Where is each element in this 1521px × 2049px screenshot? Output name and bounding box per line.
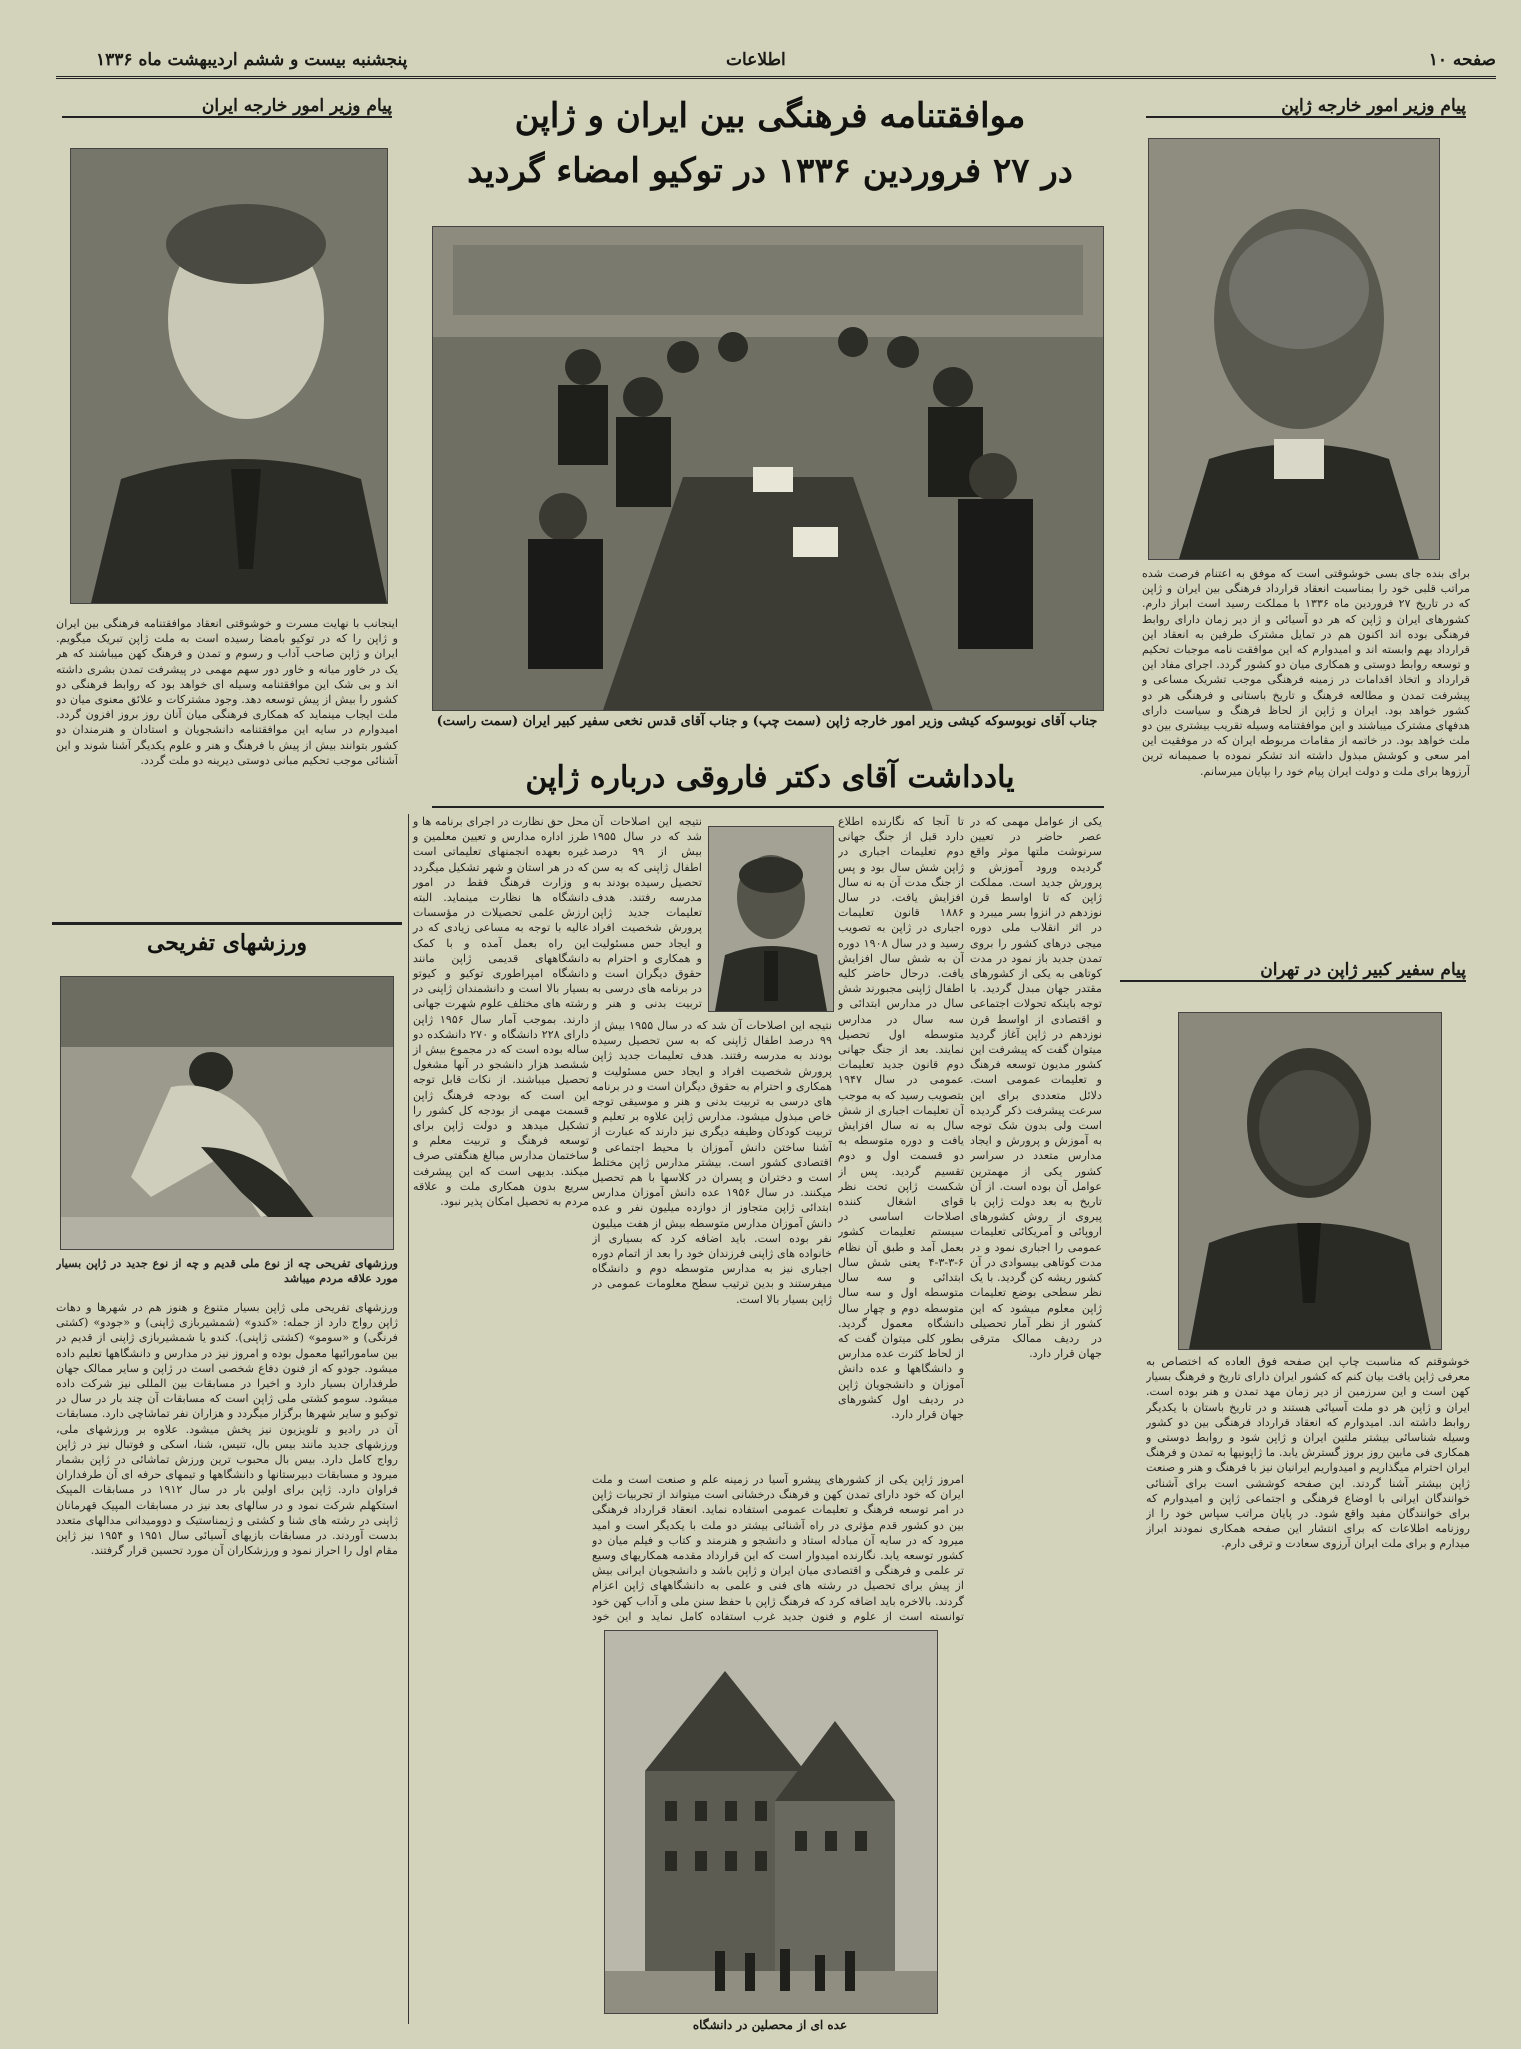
signing-ceremony-photo <box>432 226 1104 711</box>
sports-text <box>56 1300 398 2044</box>
faroughi-column-3b <box>592 1018 832 1468</box>
faroughi-title: یادداشت آقای دکتر فاروقی درباره ژاپن <box>525 760 1015 795</box>
sports-photo-caption <box>56 1256 398 1294</box>
faroughi-col1-text: یکی از عوامل مهمی که در عصر حاضر در تعیین سرنوشت ملتها موثر واقع گردیده ورود آموزش و پرورش جدید است. مملکت ژاپن که تا اواسط قرن نوزدهم در انزوا بسر میبرد و در اثر انقلاب ملی دوره میجی درهای کشور را بروی تمدن جدید باز نمود در مدت کوتاهی به یکی از کشورهای مقتدر جهان مبدل گردید. با توجه باینکه تحولات اجتماعی و اقتصادی از اواسط قرن نوزدهم در ژاپن آغاز گردید میتوان گفت که پیشرفت این کشور مدیون توسعه فرهنگ و تعلیمات عمومی است. دلائل متعددی برای این سرعت پیشرفت ذکر گردیده است ولی بدون شک توجه به آموزش و پرورش و ایجاد مدارس متعدد در سراسر کشور یکی از مهمترین عوامل آن بوده است. از آن تاریخ به بعد دولت ژاپن با پیروی از روش کشورهای اروپائی و آمریکائی تعلیمات عمومی را اجباری نمود و در مدت کوتاهی بیسوادی در آن کشور ریشه کن گردید. با یک نظر سطحی بوضع تعلیمات ژاپن معلوم میشود که این کشور از نظر آمار تحصیلی در ردیف ممالک مترقی جهان قرار دارد. <box>970 815 1102 1361</box>
faroughi-title-rule <box>432 806 1104 808</box>
main-headline-line1: موافقتنامه فرهنگی بین ایران و ژاپن <box>514 96 1026 136</box>
faroughi-col3-text: نتیجه این اصلاحات آن شد که در سال ۱۹۵۵ بیش از ۹۹ درصد اطفال ژاپنی که به سن تحصیل رسیده بودند به مدرسه رفتند. هدف تعلیمات جدید ژاپن پرورش شخصیت افراد و ایجاد حس مسئولیت و همکاری و احترام به حقوق دیگران است و در برنامه های درسی به تربیت بدنی و هنر و <box>592 815 702 1011</box>
japan-minister-paragraph: برای بنده جای بسی خوشوقتی است که موفق به اعتنام فرصت شده مراتب قلبی خود را بمناسبت انعقاد قرارداد فرهنگی بین ایران و ژاپن که در تاریخ ۲۷ فروردین ماه ۱۳۳۶ با مملکت رسید است ابراز دارم. کشورهای ایران و ژاپن که هر دو آسیائی و از دیر زمان دارای روابط فرهنگی بوده اند اکنون هم در تمایل مشترک طرفین به انعقاد این قرارداد بهم وابسته اند و امیدوارم که این موافقت نامه موجبات تحکیم و توسعه روابط دوستی و همکاری میان دو کشور گردد. اجرای مفاد این قرارداد و اتخاذ اقدامات در زمینه فرهنگی موجب تشریک مساعی و پیشرفت تمدن و مطالعه فرهنگ و تاریخ باستانی و فرهنگی هر دو کشور خواهد بود. ایران و ژاپن از لحاظ فرهنگ و سیاست دارای هدفهای مشترک میباشند و این موافقتنامه وسیله تقریب بیشتری بین دو ملت خواهد بود. در خاتمه از مقامات مربوطه ایران که در موفقیت این امر سعی و کوشش مبذول داشته اند تشکر نموده با صمیمانه ترین آرزوها برای ملت و دولت ایران پیام خود را بپایان میرسانم. <box>1142 567 1470 778</box>
faroughi-col4-text: محل حق نظارت در اجرای برنامه ها و طرز اداره مدارس و تعیین معلمین و غیره بعهده انجمنهای تعلیماتی است که در هر استان و شهر تشکیل میگردد و وزارت فرهنگ فقط در امور دانشگاه ها نظارت مینماید. البته ارزش علمی تحصیلات در مؤسسات عالیه با توجه به مساعی زیادی که در این راه بعمل آمده و با کمک دانشگاههای قدیمی ژاپن مانند دانشگاه امپراطوری توکیو و کیوتو بسیار بالا است و دانشمندان ژاپنی در رشته های مختلف علوم شهرت جهانی دارند. بموجب آمار سال ۱۹۵۶ ژاپن دارای ۲۲۸ دانشگاه و ۲۷۰ دانشکده دو ساله بوده است که در مجموع بیش از ششصد هزار دانشجو در آنها مشغول تحصیل میباشند. از نکات قابل توجه این است که بودجه فرهنگ ژاپن قسمت مهمی از بودجه کل کشور را تشکیل میدهد و دولت ژاپن برای توسعه فرهنگ و تربیت معلم و ساختمان مدارس مبالغ هنگفتی صرف میکند. بدیهی است که این پیشرفت سریع بدون همکاری ملت و علاقه مردم به تحصیل امکان پذیر نبود. <box>413 815 589 1209</box>
faroughi-portrait <box>708 826 834 1012</box>
iran-minister-title: پیام وزیر امور خارجه ایران <box>62 96 392 118</box>
japan-ambassador-text <box>1146 1354 1470 2044</box>
faroughi-col2-text: تا آنجا که نگارنده اطلاع دارد قبل از جنگ جهانی دوم تعلیمات اجباری در ژاپن شش سال بود و پس از جنگ مدت آن به نه سال افزایش یافت. در سال ۱۸۸۶ قانون تعلیمات اجباری در ژاپن به تصویب رسید و در سال ۱۹۰۸ دوره آن به شش سال افزایش یافت. درحال حاضر کلیه اطفال ژاپنی مجبورند شش سال در مدارس ابتدائی و سه سال در مدارس متوسطه اول تحصیل نمایند. بعد از جنگ جهانی دوم قانون جدید تعلیمات عمومی در سال ۱۹۴۷ بتصویب رسید که به موجب آن تعلیمات اجباری از شش سال به نه سال افزایش یافت و دوره متوسطه به دو قسمت اول و دوم تقسیم گردید. پس از شکست ژاپن تحت نظر قوای اشغال کننده اصلاحات اساسی در سیستم تعلیمات کشور بعمل آمد و طبق آن نظام ۶-۳-۳-۴ یعنی شش سال ابتدائی و سه سال متوسطه اول و سه سال متوسطه دوم و چهار سال دانشگاه معمول گردید. بطور کلی میتوان گفت که از لحاظ کثرت عده مدارس و دانشگاهها و عده دانش آموزان و دانشجویان ژاپن در ردیف اول کشورهای جهان قرار دارد. <box>838 815 964 1421</box>
newspaper-name: اطلاعات <box>726 50 786 70</box>
university-students-photo <box>604 1630 938 2014</box>
japan-minister-portrait <box>1148 138 1440 560</box>
faroughi-column-3a <box>592 814 702 1014</box>
sports-paragraph: ورزشهای تفریحی ملی ژاپن بسیار متنوع و هنوز هم در شهرها و دهات ژاپن رواج دارد از جمله: «کندو» (شمشیربازی ژاپنی) و «جودو» (کشتی فرنگی) و «سومو» (کشتی ژاپنی). کندو یا شمشیربازی ژاپنی از قدیم در بین سامورائیها معمول بوده و امروز نیز در مدارس و دانشگاهها تعلیم داده میشود. جودو که از فنون دفاع شخصی است در ژاپن و سایر ممالک جهان طرفداران بسیار دارد و اخیرا در مسابقات بین المللی نیز شرکت داده میشود. سومو کشتی ملی ژاپن است که مسابقات آن چند بار در سال در توکیو و سایر شهرها برگزار میگردد و هزاران نفر تماشاچی دارد. مسابقات آن در رادیو و تلویزیون نیز پخش میشود. علاوه بر ورزشهای ملی، ورزشهای جدید مانند بیس بال، تنیس، شنا، اسکی و فوتبال نیز در ژاپن رواج کامل دارد. بیس بال محبوب ترین ورزش تماشائی در ژاپن بشمار میرود و مسابقات دبیرستانها و دانشگاهها و تیمهای حرفه ای آن طرفداران فراوان دارد. ژاپن برای اولین بار در سال ۱۹۱۲ در مسابقات المپیک استکهلم شرکت نمود و در سالهای بعد نیز در مسابقات المپیک قهرمانان ژاپنی در رشته های شنا و کشتی و ژیمناستیک و دوومیدانی مدالهای متعدد بدست آوردند. در مسابقات بازیهای آسیائی سال ۱۹۵۱ و ۱۹۵۴ نیز ژاپن مقام اول را احراز نمود و ورزشکاران آن مورد تحسین قرار گرفتند. <box>56 1301 398 1558</box>
masthead <box>56 46 1496 79</box>
japan-ambassador-title: پیام سفیر کبیر ژاپن در تهران <box>1120 960 1466 982</box>
iran-minister-text <box>56 616 398 884</box>
iran-minister-paragraph: اینجانب با نهایت مسرت و خوشوقتی انعقاد موافقتنامه فرهنگی بین ایران و ژاپن را که در توکیو بامضا رسیده است به ملت ژاپن تبریک میگویم. ایران و ژاپن صاحب آداب و رسوم و تمدن و فرهنگ کهن میباشند که هر یک در خاور میانه و خاور دور سهم مهمی در پیشرفت تمدن بشری داشته اند و بی شک این موافقتنامه وسیله ای خواهد بود که روابط فرهنگی دو کشور را بیش از پیش توسعه دهد. وجود مشترکات و علائق معنوی میان دو ملت ایجاب مینماید که همکاری فرهنگی میان آنان روز بروز افزون گردد. امیدوارم در سایه این موافقتنامه دانشجویان و استادان و هنرمندان دو کشور بتوانند بیش از پیش با فرهنگ و هنر و علوم یکدیگر آشنا شوند و این آشنائی موجب تحکیم مبانی دوستی دیرینه دو ملت گردد. <box>56 617 398 767</box>
university-photo-caption: عده ای از محصلین در دانشگاه <box>692 2018 848 2032</box>
japan-ambassador-portrait <box>1178 1012 1442 1350</box>
page-number: صفحه ۱۰ <box>1428 50 1496 70</box>
iran-minister-portrait <box>70 148 388 604</box>
sports-title: ورزشهای تفریحی <box>146 930 308 956</box>
sports-top-rule <box>52 922 402 925</box>
signing-photo-caption: جناب آقای نوبوسوکه کیشی وزیر امور خارجه ژاپن (سمت چپ) و جناب آقای قدس نخعی سفیر کبیر ایران (سمت راست) <box>436 714 1098 729</box>
faroughi-column-1 <box>970 814 1102 2024</box>
faroughi-column-4 <box>408 814 589 2024</box>
japan-minister-title: پیام وزیر امور خارجه ژاپن <box>1146 96 1466 118</box>
sports-wrestling-photo <box>60 976 394 1250</box>
faroughi-col5-text: امروز ژاپن یکی از کشورهای پیشرو آسیا در زمینه علم و صنعت است و ملت ایران که خود دارای تمدن کهن و فرهنگ درخشانی است میتواند از تجربیات ژاپن در امر توسعه فرهنگ و تعلیمات عمومی استفاده نماید. انعقاد قرارداد فرهنگی بین دو کشور قدم مؤثری در راه آشنائی بیشتر دو ملت با یکدیگر است و امید میرود که در سایه آن مبادله استاد و دانشجو و هنرمند و کتاب و فیلم میان دو کشور توسعه یابد. نگارنده امیدوار است که این قرارداد مقدمه همکاریهای وسیع تر علمی و فرهنگی و اقتصادی میان ایران و ژاپن باشد و دانشجویان ایرانی بیش از پیش برای تحصیل در رشته های فنی و علمی به دانشگاههای ژاپن اعزام گردند. بالاخره باید اضافه کرد که فرهنگ ژاپن با حفظ سنن ملی و آداب کهن خود توانسته است از علوم و فنون جدید غرب استفاده کامل نماید و این خود <box>592 1473 964 1623</box>
sports-caption-text: ورزشهای تفریحی چه از نوع ملی قدیم و چه از نوع جدید در ژاپن بسیار مورد علاقه مردم میباشد <box>56 1256 398 1286</box>
faroughi-column-2 <box>838 814 964 1468</box>
japan-minister-text <box>1142 566 1470 916</box>
issue-date: پنجشنبه بیست و ششم اردیبهشت ماه ۱۳۳۶ <box>96 50 408 70</box>
main-headline-line2: در ۲۷ فروردین ۱۳۳۶ در توکیو امضاء گردید <box>467 151 1073 191</box>
faroughi-col3-continued: نتیجه این اصلاحات آن شد که در سال ۱۹۵۵ بیش از ۹۹ درصد اطفال ژاپنی که به سن تحصیل رسیده بودند به مدرسه رفتند. هدف تعلیمات جدید ژاپن پرورش شخصیت افراد و ایجاد حس مسئولیت و همکاری و احترام به حقوق دیگران است و در برنامه های درسی به تربیت بدنی و هنر و موسیقی توجه خاص مبذول میشود. مدارس ژاپن علاوه بر تعلیم و تربیت کودکان وظیفه دیگری نیز دارند که عبارت از آشنا ساختن دانش آموزان با محیط اجتماعی و اقتصادی کشور است. بیشتر مدارس ژاپن مختلط است و دختران و پسران در کلاسها با هم تحصیل میکنند. در سال ۱۹۵۶ عده دانش آموزان مدارس ابتدائی ژاپن متجاوز از دوازده میلیون نفر و عده دانش آموزان مدارس متوسطه بیش از هفت میلیون نفر بوده است. باید اضافه کرد که بسیاری از خانواده های ژاپنی فرزندان خود را بعد از اتمام دوره اجباری نیز به مدارس متوسطه دوم و دانشگاه میفرستند و بدین ترتیب سطح معلومات عمومی در ژاپن بسیار بالا است. <box>592 1019 832 1306</box>
faroughi-column-5 <box>592 1472 964 1624</box>
japan-ambassador-paragraph: خوشوقتم که مناسبت چاپ این صفحه فوق العاده که اختصاص به معرفی ژاپن یافت بیان کنم که کشور ایران دارای تاریخ و فرهنگ بسیار کهن است و این سرزمین از دیر زمان مهد تمدن و هنر بوده است. ایران و ژاپن هر دو ملت آسیائی هستند و در تاریخ باستان با یکدیگر روابط داشته اند. امیدوارم که انعقاد قرارداد فرهنگی بین دو کشور وسیله شناسائی بیشتر ملتین ایران و ژاپن شود و روابط دوستی و همکاری فی مابین روز بروز گسترش یابد. ما ژاپونیها به تمدن و فرهنگ ایران احترام میگذاریم و امیدواریم ایرانیان نیز با فرهنگ و هنر و صنعت ژاپن بیشتر آشنا گردند. این صفحه کوششی است برای آشنائی خوانندگان ایرانی با اوضاع فرهنگی و اجتماعی ژاپن و امیدوارم که برای خوانندگان مفید واقع شود. در پایان مراتب سپاس خود را از روزنامه اطلاعات که برای انتشار این صفحه همکاری نمودند ابراز میدارم و برای ملت ایران آرزوی سعادت و ترقی دارم. <box>1146 1355 1470 1551</box>
